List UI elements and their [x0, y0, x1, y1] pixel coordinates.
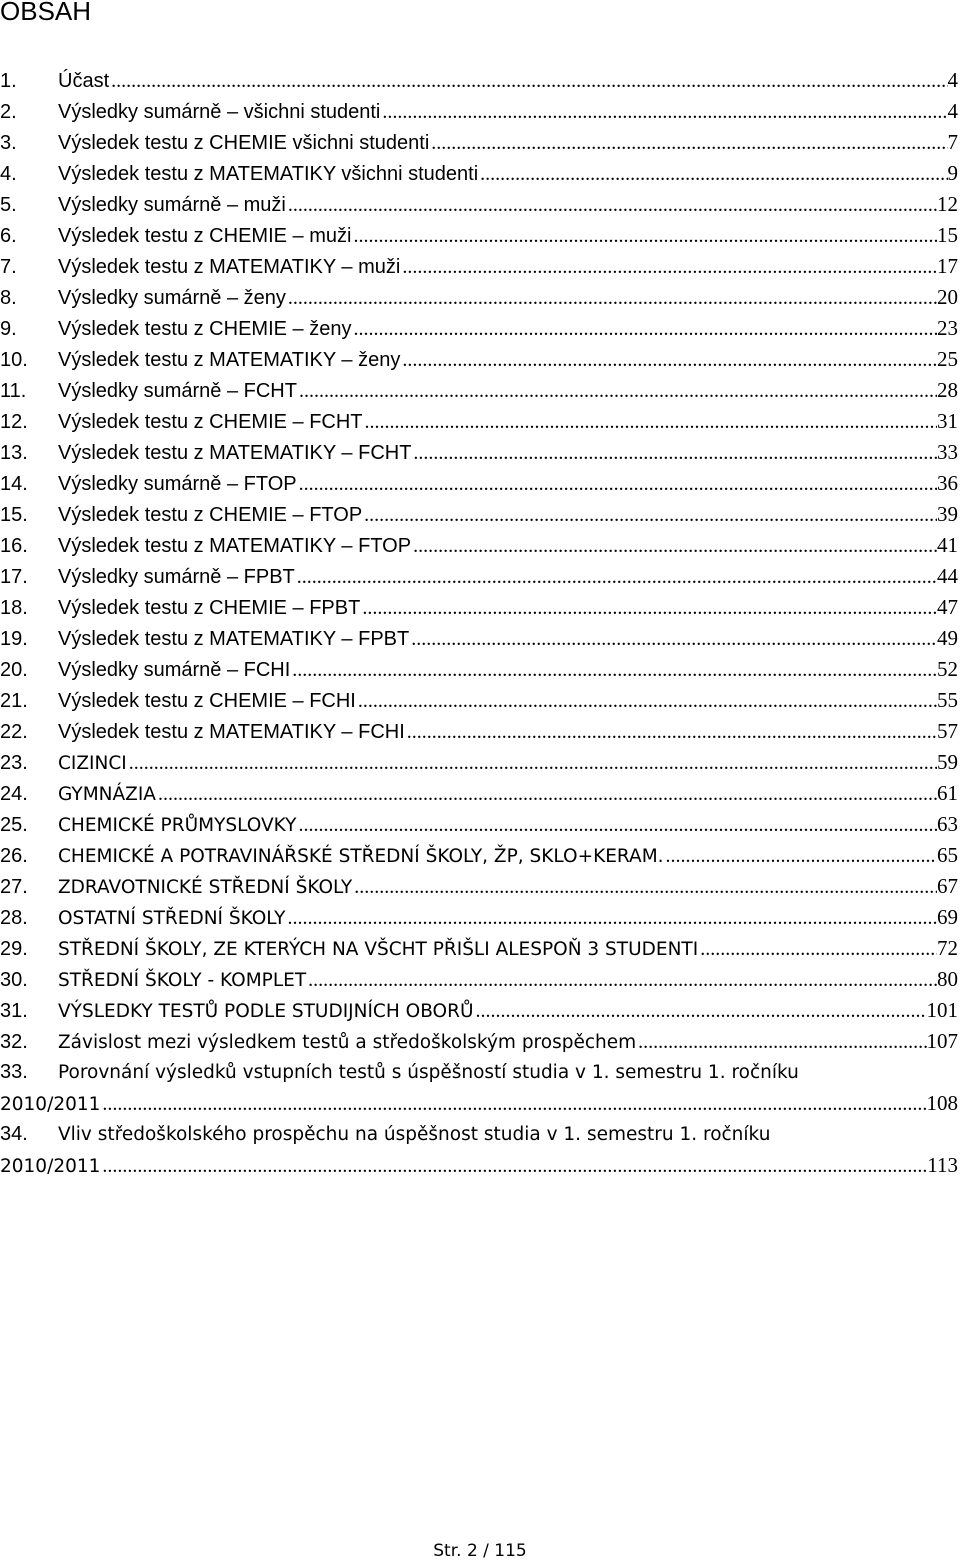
toc-entry-page: 107 [926, 1029, 958, 1053]
toc-entry[interactable] [0, 902, 960, 933]
toc-entry-label: Závislost mezi výsledkem testů a středoškolským prospěchem [58, 1032, 637, 1053]
toc-entry-label-continuation: 2010/2011 [0, 1156, 101, 1177]
toc-entry-label: Vliv středoškolského prospěchu na úspěšnost studia v 1. semestru 1. ročníku [58, 1124, 771, 1145]
toc-leader-dots [636, 1027, 926, 1057]
toc-entry-number: 14. [0, 473, 28, 495]
toc-entry-label: STŘEDNÍ ŠKOLY - KOMPLET [58, 970, 307, 991]
toc-entry-page: 7 [947, 130, 958, 154]
toc-entry[interactable] [0, 1119, 960, 1181]
toc-entry-label: Účast [58, 70, 110, 92]
toc-entry-page: 59 [937, 750, 958, 774]
toc-entry-page: 108 [926, 1091, 958, 1115]
toc-entry-label: Výsledky sumárně – ženy [58, 287, 286, 309]
toc-entry-number: 12. [0, 411, 28, 433]
toc-entry[interactable] [0, 592, 960, 623]
toc-entry-page: 65 [937, 843, 958, 867]
toc-entry-label: OSTATNÍ STŘEDNÍ ŠKOLY [58, 908, 286, 929]
toc-entry[interactable] [0, 344, 960, 375]
toc-entry-number: 23. [0, 752, 28, 774]
toc-leader-dots [297, 376, 937, 406]
toc-entry-label: CIZINCI [58, 753, 127, 774]
toc-entry[interactable] [0, 282, 960, 313]
toc-entry-number: 18. [0, 597, 28, 619]
toc-entry-number: 27. [0, 876, 28, 898]
toc-entry[interactable] [0, 623, 960, 654]
table-of-contents [0, 65, 960, 1181]
toc-leader-dots [296, 810, 937, 840]
toc-entry-number: 30. [0, 969, 28, 991]
toc-entry[interactable] [0, 840, 960, 871]
toc-entry-number: 25. [0, 814, 28, 836]
toc-entry-page: 25 [937, 347, 958, 371]
toc-entry[interactable] [0, 220, 960, 251]
toc-entry-page: 55 [937, 688, 958, 712]
toc-entry-number: 29. [0, 938, 28, 960]
toc-entry[interactable] [0, 685, 960, 716]
toc-entry-number: 33. [0, 1061, 28, 1083]
toc-leader-dots [400, 345, 937, 375]
toc-leader-dots [478, 159, 947, 189]
toc-entry[interactable] [0, 468, 960, 499]
toc-entry[interactable] [0, 313, 960, 344]
toc-entry-number: 7. [0, 256, 17, 278]
toc-entry-number: 21. [0, 690, 28, 712]
toc-leader-dots [400, 252, 937, 282]
toc-entry[interactable] [0, 96, 960, 127]
toc-leader-dots [380, 97, 947, 127]
toc-leader-dots [290, 655, 937, 685]
toc-entry-label: STŘEDNÍ ŠKOLY, ZE KTERÝCH NA VŠCHT PŘIŠLI ALESPOŇ 3 STUDENTI [58, 939, 699, 960]
toc-entry-page: 4 [947, 68, 958, 92]
toc-leader-dots [411, 531, 937, 561]
toc-entry[interactable] [0, 251, 960, 282]
toc-leader-dots [306, 965, 937, 995]
toc-leader-dots [286, 283, 937, 313]
toc-entry[interactable] [0, 561, 960, 592]
toc-entry-number: 17. [0, 566, 28, 588]
toc-entry-page: 101 [926, 998, 958, 1022]
toc-entry-label: Výsledek testu z CHEMIE – FTOP [58, 504, 363, 526]
toc-leader-dots [698, 934, 937, 964]
toc-entry-label: Výsledek testu z CHEMIE všichni studenti [58, 132, 430, 154]
toc-entry-page: 52 [937, 657, 958, 681]
toc-entry-number: 5. [0, 194, 17, 216]
toc-entry-label: CHEMICKÉ PRŮMYSLOVKY [58, 815, 297, 836]
toc-leader-dots [411, 438, 937, 468]
toc-entry-label: Výsledky sumárně – FPBT [58, 566, 295, 588]
toc-entry-number: 16. [0, 535, 28, 557]
toc-entry-number: 22. [0, 721, 28, 743]
toc-entry-page: 72 [937, 936, 958, 960]
toc-entry-number: 9. [0, 318, 17, 340]
toc-entry-number: 32. [0, 1031, 28, 1053]
toc-leader-dots [295, 562, 937, 592]
toc-entry-page: 17 [937, 254, 958, 278]
toc-leader-dots [351, 314, 937, 344]
toc-entry[interactable] [0, 127, 960, 158]
toc-entry-number: 31. [0, 1000, 28, 1022]
toc-entry-label: Výsledek testu z MATEMATIKY – ženy [58, 349, 401, 371]
toc-entry[interactable] [0, 158, 960, 189]
toc-entry-number: 2. [0, 101, 17, 123]
toc-entry-number: 34. [0, 1123, 28, 1145]
toc-entry-page: 39 [937, 502, 958, 526]
page-number-footer: Str. 2 / 115 [433, 1541, 527, 1561]
toc-entry-page: 9 [947, 161, 958, 185]
toc-entry[interactable] [0, 964, 960, 995]
toc-entry-number: 1. [0, 70, 17, 92]
toc-entry-label: Výsledky sumárně – muži [58, 194, 286, 216]
toc-entry-page: 63 [937, 812, 958, 836]
toc-entry-label: Výsledek testu z CHEMIE – FPBT [58, 597, 361, 619]
toc-leader-dots [109, 66, 947, 96]
toc-entry[interactable] [0, 654, 960, 685]
toc-entry-label: Výsledek testu z MATEMATIKY všichni studenti [58, 163, 479, 185]
toc-leader-dots [100, 1151, 927, 1181]
toc-entry-page: 80 [937, 967, 958, 991]
toc-entry[interactable] [0, 437, 960, 468]
toc-entry-label: Výsledek testu z MATEMATIKY – FCHT [58, 442, 412, 464]
toc-entry-page: 67 [937, 874, 958, 898]
toc-entry-label: Výsledek testu z MATEMATIKY – FPBT [58, 628, 410, 650]
toc-entry[interactable] [0, 933, 960, 964]
toc-leader-dots [405, 717, 937, 747]
toc-entry[interactable] [0, 809, 960, 840]
toc-entry-number: 3. [0, 132, 17, 154]
toc-entry-label: GYMNÁZIA [58, 784, 156, 805]
toc-leader-dots [351, 221, 937, 251]
toc-entry-page: 61 [937, 781, 958, 805]
toc-entry[interactable] [0, 871, 960, 902]
toc-entry[interactable] [0, 1057, 960, 1119]
toc-entry-label: ZDRAVOTNICKÉ STŘEDNÍ ŠKOLY [58, 877, 353, 898]
toc-leader-dots [100, 1089, 926, 1119]
toc-entry-page: 41 [937, 533, 958, 557]
toc-entry-label: Výsledek testu z MATEMATIKY – muži [58, 256, 401, 278]
toc-entry-number: 10. [0, 349, 28, 371]
toc-entry[interactable] [0, 499, 960, 530]
toc-entry[interactable] [0, 65, 960, 96]
toc-entry-label: VÝSLEDKY TESTŮ PODLE STUDIJNÍCH OBORŮ [58, 1001, 474, 1022]
toc-entry[interactable] [0, 375, 960, 406]
toc-entry-label: Výsledek testu z CHEMIE – muži [58, 225, 352, 247]
toc-entry-label: Výsledky sumárně – FCHT [58, 380, 297, 402]
toc-entry-label-continuation: 2010/2011 [0, 1094, 101, 1115]
toc-leader-dots [127, 748, 937, 778]
toc-entry-page: 113 [927, 1153, 958, 1177]
toc-leader-dots [363, 407, 937, 437]
toc-entry-number: 24. [0, 783, 28, 805]
toc-leader-dots [362, 500, 937, 530]
toc-entry-number: 8. [0, 287, 17, 309]
toc-leader-dots [409, 624, 937, 654]
toc-entry-page: 57 [937, 719, 958, 743]
toc-entry-page: 20 [937, 285, 958, 309]
toc-leader-dots [356, 686, 937, 716]
toc-entry[interactable] [0, 406, 960, 437]
toc-entry[interactable] [0, 716, 960, 747]
toc-entry-number: 4. [0, 163, 17, 185]
toc-entry-page: 23 [937, 316, 958, 340]
toc-entry-label: Výsledky sumárně – všichni studenti [58, 101, 381, 123]
toc-entry[interactable] [0, 747, 960, 778]
toc-entry[interactable] [0, 778, 960, 809]
page-title: OBSAH [0, 0, 92, 26]
toc-entry-label: Výsledek testu z CHEMIE – FCHI [58, 690, 356, 712]
toc-entry-number: 20. [0, 659, 28, 681]
toc-leader-dots [429, 128, 947, 158]
toc-entry-label: Výsledek testu z CHEMIE – ženy [58, 318, 352, 340]
toc-leader-dots [285, 903, 937, 933]
toc-entry-label: Výsledek testu z MATEMATIKY – FCHI [58, 721, 405, 743]
toc-entry-label: Výsledky sumárně – FTOP [58, 473, 297, 495]
toc-entry-page: 49 [937, 626, 958, 650]
toc-entry-number: 6. [0, 225, 17, 247]
toc-entry-number: 28. [0, 907, 28, 929]
toc-entry-label: Výsledky sumárně – FCHI [58, 659, 291, 681]
toc-entry-page: 4 [947, 99, 958, 123]
toc-entry-number: 13. [0, 442, 28, 464]
toc-leader-dots [286, 190, 937, 220]
toc-entry-page: 12 [937, 192, 958, 216]
toc-entry-label: Porovnání výsledků vstupních testů s úspěšností studia v 1. semestru 1. ročníku [58, 1062, 799, 1083]
toc-leader-dots [156, 779, 937, 809]
toc-entry-number: 11. [0, 380, 27, 402]
toc-entry[interactable] [0, 1026, 960, 1057]
toc-entry-label: CHEMICKÉ A POTRAVINÁŘSKÉ STŘEDNÍ ŠKOLY, ŽP, SKLO+KERAM. [58, 846, 664, 867]
toc-entry-label: Výsledek testu z CHEMIE – FCHT [58, 411, 363, 433]
toc-entry-number: 26. [0, 845, 28, 867]
toc-entry-page: 47 [937, 595, 958, 619]
toc-entry-number: 15. [0, 504, 28, 526]
toc-entry[interactable] [0, 995, 960, 1026]
toc-leader-dots [664, 841, 937, 871]
toc-leader-dots [474, 996, 927, 1026]
toc-entry[interactable] [0, 189, 960, 220]
toc-entry-label: Výsledek testu z MATEMATIKY – FTOP [58, 535, 412, 557]
toc-leader-dots [360, 593, 937, 623]
toc-entry-page: 36 [937, 471, 958, 495]
toc-entry-number: 19. [0, 628, 28, 650]
toc-entry-page: 44 [937, 564, 958, 588]
toc-leader-dots [352, 872, 937, 902]
toc-entry-page: 31 [937, 409, 958, 433]
toc-entry-page: 15 [937, 223, 958, 247]
toc-entry-page: 28 [937, 378, 958, 402]
toc-leader-dots [297, 469, 937, 499]
toc-entry-page: 33 [937, 440, 958, 464]
toc-entry-page: 69 [937, 905, 958, 929]
toc-entry[interactable] [0, 530, 960, 561]
